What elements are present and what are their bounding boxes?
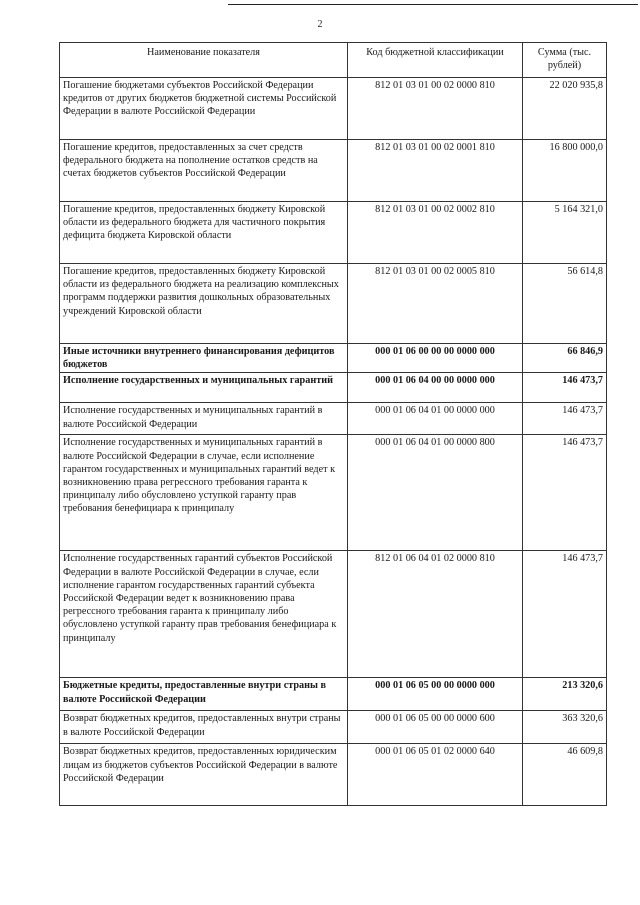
row-code: 000 01 06 05 00 00 0000 000 bbox=[348, 678, 523, 711]
row-code: 812 01 03 01 00 02 0005 810 bbox=[348, 264, 523, 344]
row-code: 000 01 06 05 01 02 0000 640 bbox=[348, 744, 523, 806]
row-code: 000 01 06 04 00 00 0000 000 bbox=[348, 373, 523, 403]
row-sum: 66 846,9 bbox=[523, 344, 607, 373]
table-body bbox=[60, 78, 607, 806]
row-sum: 146 473,7 bbox=[523, 373, 607, 403]
row-sum: 22 020 935,8 bbox=[523, 78, 607, 140]
row-sum: 56 614,8 bbox=[523, 264, 607, 344]
header-sum: Сумма (тыс. рублей) bbox=[523, 43, 607, 78]
table-row bbox=[60, 202, 607, 264]
row-sum: 146 473,7 bbox=[523, 403, 607, 435]
row-sum: 146 473,7 bbox=[523, 551, 607, 678]
page-number: 2 bbox=[317, 19, 323, 30]
table-row bbox=[60, 744, 607, 806]
row-name: Исполнение государственных и муниципальных гарантий в валюте Российской Федерации в случае, если исполнение гарантом государственных и муниципальных гарантий ведет к возникновению права регрессного требования гаранта к принципалу либо обусловлено уступкой гаранту прав требования бенефициара к принципалу bbox=[60, 435, 348, 551]
table-row bbox=[60, 678, 607, 711]
row-code: 000 01 06 05 00 00 0000 600 bbox=[348, 711, 523, 744]
row-name: Исполнение государственных и муниципальных гарантий в валюте Российской Федерации bbox=[60, 403, 348, 435]
row-name: Погашение кредитов, предоставленных бюджету Кировской области из федерального бюджета на реализацию комплексных программ поддержки развития дошкольных образовательных учреждений Кировской области bbox=[60, 264, 348, 344]
row-name: Исполнение государственных и муниципальных гарантий bbox=[60, 373, 348, 403]
row-name: Иные источники внутреннего финансирования дефицитов бюджетов bbox=[60, 344, 348, 373]
row-sum: 363 320,6 bbox=[523, 711, 607, 744]
table-row bbox=[60, 140, 607, 202]
header-name: Наименование показателя bbox=[60, 43, 348, 78]
table-row bbox=[60, 403, 607, 435]
row-name: Погашение кредитов, предоставленных бюджету Кировской области из федерального бюджета для частичного покрытия дефицита бюджета Кировской области bbox=[60, 202, 348, 264]
row-sum: 213 320,6 bbox=[523, 678, 607, 711]
table-row bbox=[60, 435, 607, 551]
table-row bbox=[60, 711, 607, 744]
table-header-row bbox=[60, 43, 607, 78]
row-sum: 146 473,7 bbox=[523, 435, 607, 551]
row-code: 812 01 03 01 00 02 0000 810 bbox=[348, 78, 523, 140]
table-row bbox=[60, 264, 607, 344]
table-row bbox=[60, 78, 607, 140]
row-name: Возврат бюджетных кредитов, предоставленных юридическим лицам из бюджетов субъектов Российской Федерации в валюте Российской Федерации bbox=[60, 744, 348, 806]
row-name: Погашение кредитов, предоставленных за счет средств федерального бюджета на пополнение остатков средств на счетах бюджетов субъектов Российской Федерации bbox=[60, 140, 348, 202]
table-row bbox=[60, 373, 607, 403]
row-code: 812 01 03 01 00 02 0001 810 bbox=[348, 140, 523, 202]
row-sum: 5 164 321,0 bbox=[523, 202, 607, 264]
row-code: 812 01 03 01 00 02 0002 810 bbox=[348, 202, 523, 264]
row-sum: 46 609,8 bbox=[523, 744, 607, 806]
row-code: 000 01 06 00 00 00 0000 000 bbox=[348, 344, 523, 373]
row-name: Возврат бюджетных кредитов, предоставленных внутри страны в валюте Российской Федерации bbox=[60, 711, 348, 744]
top-rule bbox=[228, 4, 638, 5]
row-name: Погашение бюджетами субъектов Российской Федерации кредитов от других бюджетов бюджетной системы Российской Федерации в валюте Российской Федерации bbox=[60, 78, 348, 140]
header-code: Код бюджетной классификации bbox=[348, 43, 523, 78]
row-code: 000 01 06 04 01 00 0000 800 bbox=[348, 435, 523, 551]
row-name: Бюджетные кредиты, предоставленные внутри страны в валюте Российской Федерации bbox=[60, 678, 348, 711]
row-code: 812 01 06 04 01 02 0000 810 bbox=[348, 551, 523, 678]
table-row bbox=[60, 344, 607, 373]
row-code: 000 01 06 04 01 00 0000 000 bbox=[348, 403, 523, 435]
row-name: Исполнение государственных гарантий субъектов Российской Федерации в валюте Российской Федерации в случае, если исполнение гарантом государственных гарантий субъекта Российской Федерации ведет к возникновению права регрессного требования гаранта к принципалу либо обусловлено уступкой гаранту прав требования бенефициара к принципалу bbox=[60, 551, 348, 678]
table-row bbox=[60, 551, 607, 678]
budget-table bbox=[59, 42, 607, 806]
row-sum: 16 800 000,0 bbox=[523, 140, 607, 202]
